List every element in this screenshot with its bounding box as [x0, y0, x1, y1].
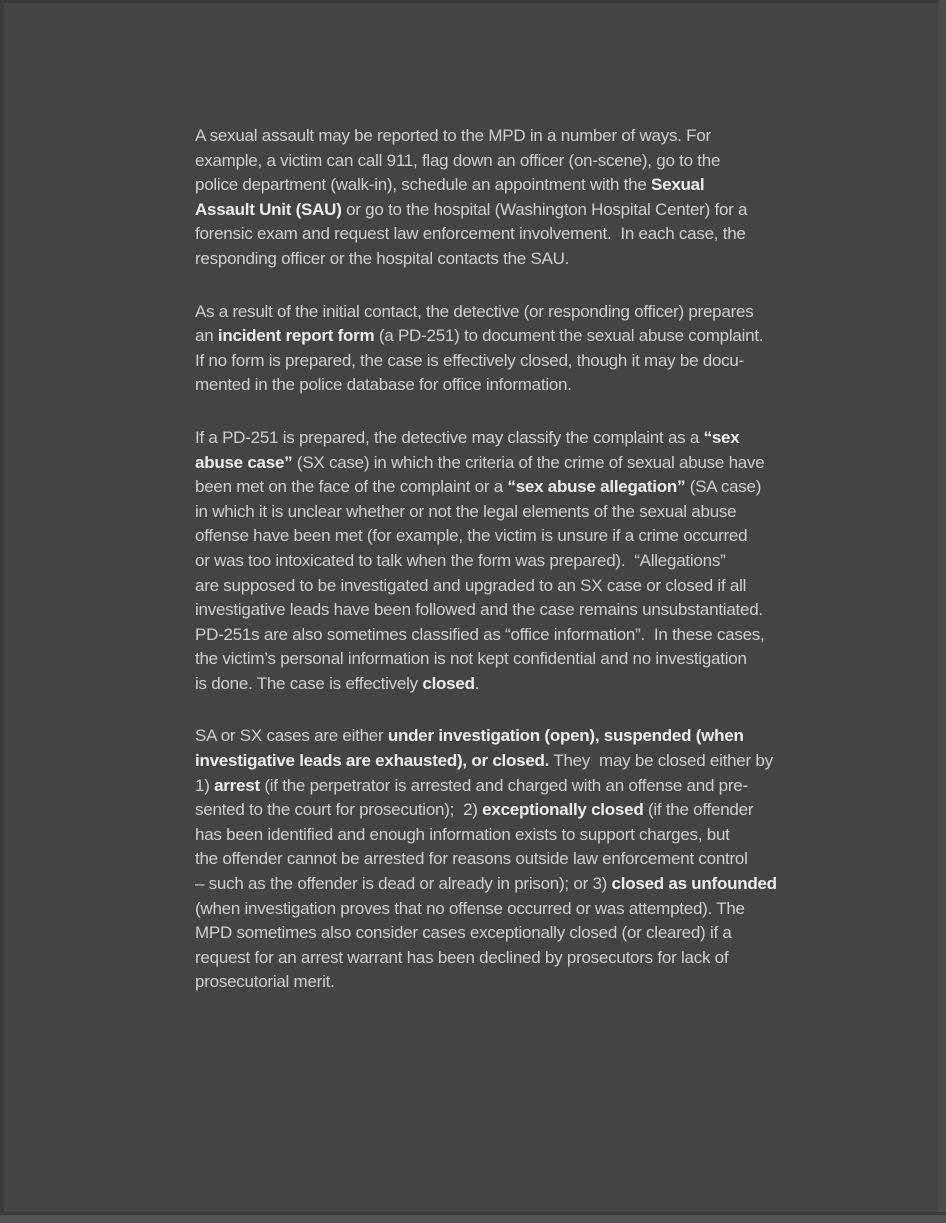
text-line: [195, 724, 855, 749]
text-line: [195, 798, 855, 823]
text-run: the offender cannot be arrested for reasons outside law enforcement control: [195, 849, 748, 869]
text-run: mented in the police database for office information.: [195, 375, 572, 395]
text-run: 1): [195, 775, 215, 795]
text-line: [195, 373, 855, 398]
text-run: responding officer or the hospital contacts the SAU.: [195, 248, 570, 268]
bold-text-run: Sexual: [651, 175, 705, 195]
page-edge-top: [0, 0, 946, 3]
text-run: police department (walk-in), schedule an appointment with the: [195, 175, 652, 195]
paragraph: [195, 124, 855, 272]
text-run: If no form is prepared, the case is effectively closed, though it may be docu-: [195, 350, 745, 370]
bold-text-run: “sex abuse allegation”: [507, 477, 686, 497]
text-line: [195, 173, 855, 198]
text-line: [195, 475, 855, 500]
text-run: sented to the court for prosecution); 2): [195, 800, 483, 820]
text-run: investigative leads have been followed and the case remains unsubstantiated.: [195, 600, 763, 620]
text-line: [195, 970, 855, 995]
page-edge-right: [938, 0, 946, 1223]
paragraph: [195, 724, 855, 995]
text-run: in which it is unclear whether or not the legal elements of the sexual abuse: [195, 501, 737, 521]
text-line: [195, 300, 855, 325]
text-run: (SX case) in which the criteria of the crime of sexual abuse have: [292, 452, 765, 472]
text-run: As a result of the initial contact, the detective (or responding officer) prepares: [195, 301, 754, 321]
text-run: They may be closed either by: [549, 751, 773, 771]
text-run: MPD sometimes also consider cases exceptionally closed (or cleared) if a: [195, 923, 732, 943]
text-line: [195, 598, 855, 623]
text-line: [195, 574, 855, 599]
text-line: [195, 623, 855, 648]
text-run: request for an arrest warrant has been declined by prosecutors for lack of: [195, 947, 729, 967]
text-run: is done. The case is effectively: [195, 673, 423, 693]
text-run: SA or SX cases are either: [195, 726, 388, 746]
text-run: (SA case): [685, 477, 762, 497]
text-run: If a PD-251 is prepared, the detective may classify the complaint as a: [195, 427, 704, 447]
text-run: (if the offender: [643, 800, 754, 820]
text-line: [195, 124, 855, 149]
text-run: (a PD-251) to document the sexual abuse complaint.: [374, 326, 764, 346]
text-run: an: [195, 326, 218, 346]
text-line: [195, 524, 855, 549]
paragraph: [195, 426, 855, 697]
text-line: [195, 500, 855, 525]
paragraph: [195, 300, 855, 398]
text-line: [195, 426, 855, 451]
text-line: [195, 451, 855, 476]
bold-text-run: closed as unfounded: [611, 874, 777, 894]
text-run: (when investigation proves that no offense occurred or was attempted). The: [195, 898, 745, 918]
text-run: .: [474, 673, 480, 693]
text-run: or go to the hospital (Washington Hospital Center) for a: [341, 199, 748, 219]
text-run: been met on the face of the complaint or a: [195, 477, 508, 497]
body-text: [195, 124, 855, 1023]
text-run: the victim’s personal information is not kept confidential and no investigation: [195, 649, 747, 669]
text-line: [195, 247, 855, 272]
text-run: prosecutorial merit.: [195, 972, 335, 992]
text-line: [195, 198, 855, 223]
bold-text-run: exceptionally closed: [482, 800, 644, 820]
text-line: [195, 222, 855, 247]
bold-text-run: incident report form: [217, 326, 375, 346]
text-run: PD-251s are also sometimes classified as “office information”. In these cases,: [195, 624, 765, 644]
page-edge-left: [0, 0, 4, 1223]
text-run: forensic exam and request law enforcement involvement. In each case, the: [195, 224, 746, 244]
text-line: [195, 847, 855, 872]
text-run: – such as the offender is dead or already in prison); or 3): [195, 874, 612, 894]
bold-text-run: under investigation (open), suspended (when: [387, 726, 744, 746]
text-line: [195, 897, 855, 922]
text-line: [195, 672, 855, 697]
text-line: [195, 823, 855, 848]
text-line: [195, 647, 855, 672]
text-run: or was too intoxicated to talk when the form was prepared). “Allegations”: [195, 550, 726, 570]
text-run: are supposed to be investigated and upgraded to an SX case or closed if all: [195, 575, 747, 595]
page-edge-bottom: [0, 1215, 946, 1223]
bold-text-run: “sex: [703, 427, 740, 447]
text-run: has been identified and enough information exists to support charges, but: [195, 824, 730, 844]
bold-text-run: closed: [422, 673, 475, 693]
text-line: [195, 324, 855, 349]
text-run: example, a victim can call 911, flag down an officer (on-scene), go to the: [195, 150, 721, 170]
text-run: (if the perpetrator is arrested and charged with an offense and pre-: [259, 775, 748, 795]
text-line: [195, 946, 855, 971]
bold-text-run: investigative leads are exhausted), or closed.: [195, 751, 550, 771]
bold-text-run: Assault Unit (SAU): [195, 199, 342, 219]
text-line: [195, 921, 855, 946]
text-line: [195, 749, 855, 774]
text-line: [195, 149, 855, 174]
text-line: [195, 549, 855, 574]
text-line: [195, 349, 855, 374]
bold-text-run: arrest: [214, 775, 260, 795]
text-run: offense have been met (for example, the victim is unsure if a crime occurred: [195, 526, 748, 546]
text-run: A sexual assault may be reported to the MPD in a number of ways. For: [195, 126, 711, 145]
text-line: [195, 872, 855, 897]
text-line: [195, 774, 855, 799]
bold-text-run: abuse case”: [195, 452, 293, 472]
